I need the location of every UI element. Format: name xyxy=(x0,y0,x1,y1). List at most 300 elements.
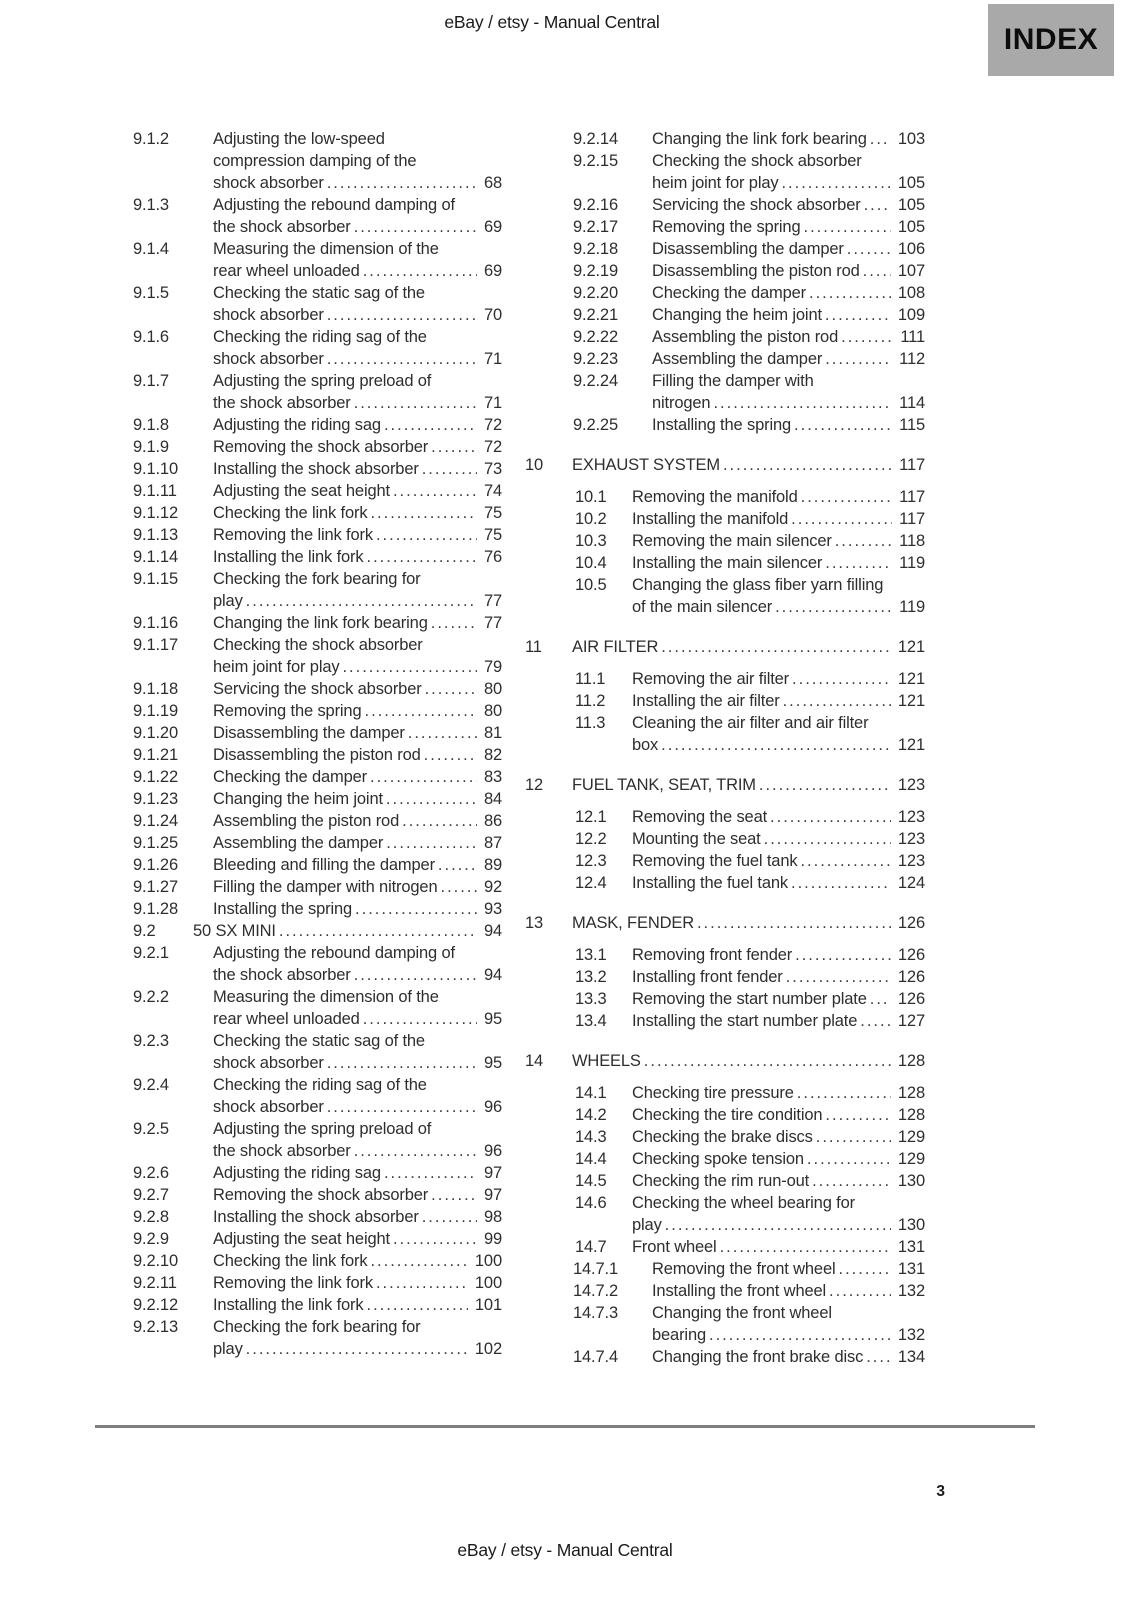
dot-leader xyxy=(825,304,891,326)
toc-entry-last-line xyxy=(213,744,502,766)
dot-leader xyxy=(723,454,892,476)
toc-entry-last-line xyxy=(213,898,502,920)
dot-leader xyxy=(870,988,891,1010)
toc-entry-page: 119 xyxy=(899,554,925,572)
toc-entry xyxy=(573,194,925,216)
toc-entry-title-line: Measuring the dimension of the xyxy=(213,240,439,258)
toc-entry-title: Adjusting the riding sag xyxy=(213,416,381,434)
toc-entry-number: 9.2.24 xyxy=(573,372,618,390)
dot-leader xyxy=(791,872,891,894)
toc-entry-title: Installing the spring xyxy=(213,900,353,918)
dot-leader xyxy=(863,260,891,282)
toc-entry-body xyxy=(652,238,925,260)
toc-entry xyxy=(133,942,502,986)
toc-entry xyxy=(133,1184,502,1206)
toc-entry-body xyxy=(213,898,502,920)
toc-entry-page: 129 xyxy=(897,1128,925,1146)
toc-entry-number: 9.1.18 xyxy=(133,680,178,698)
toc-entry-last-line xyxy=(572,454,925,476)
dot-leader xyxy=(794,414,892,436)
toc-entry-title-line: Checking the wheel bearing for xyxy=(632,1194,855,1212)
toc-entry-number: 14.2 xyxy=(575,1106,607,1124)
toc-entry-title: Installing the start number plate xyxy=(632,1012,858,1030)
toc-entry-page: 72 xyxy=(483,438,502,456)
dot-leader xyxy=(870,128,891,150)
toc-entry-number: 12.4 xyxy=(575,874,607,892)
toc-entry xyxy=(133,1162,502,1184)
dot-leader xyxy=(431,436,477,458)
toc-entry-number: 14.7 xyxy=(575,1238,607,1256)
toc-entry-number: 9.1.23 xyxy=(133,790,178,808)
toc-entry-body xyxy=(632,1236,925,1258)
toc-entry-title: the shock absorber xyxy=(213,394,351,412)
toc-entry-last-line xyxy=(213,1228,502,1250)
toc-entry-number: 9.1.28 xyxy=(133,900,178,918)
toc-entry-body xyxy=(213,194,502,238)
dot-leader xyxy=(800,850,890,872)
toc-entry-page: 94 xyxy=(483,966,502,984)
toc-entry xyxy=(575,552,925,574)
toc-entry-last-line xyxy=(632,1214,925,1236)
toc-entry xyxy=(575,690,925,712)
toc-entry-body xyxy=(213,1074,502,1118)
toc-entry xyxy=(133,744,502,766)
toc-entry-title: Mounting the seat xyxy=(632,830,761,848)
toc-entry-body xyxy=(572,636,925,658)
toc-entry-number: 9.2.8 xyxy=(133,1208,169,1226)
toc-entry-page: 71 xyxy=(483,350,502,368)
toc-entry-body xyxy=(572,774,925,796)
toc-entry-last-line xyxy=(213,788,502,810)
toc-entry xyxy=(575,806,925,828)
dot-leader xyxy=(354,216,477,238)
toc-entry-last-line xyxy=(572,912,925,934)
toc-entry-last-line xyxy=(213,414,502,436)
toc-entry-last-line xyxy=(213,524,502,546)
toc-entry xyxy=(525,1050,925,1072)
dot-leader xyxy=(422,458,477,480)
toc-entry-page: 124 xyxy=(897,874,925,892)
toc-entry-number: 9.2.19 xyxy=(573,262,618,280)
toc-entry-body xyxy=(213,502,502,524)
toc-entry xyxy=(133,282,502,326)
toc-entry-title: Checking the damper xyxy=(213,768,367,786)
toc-entry-title: play xyxy=(213,1340,243,1358)
dot-leader xyxy=(279,920,477,942)
toc-entry-page: 128 xyxy=(897,1052,925,1070)
toc-entry xyxy=(525,454,925,476)
toc-entry-page: 119 xyxy=(899,598,925,616)
toc-entry-body xyxy=(213,634,502,678)
dot-leader xyxy=(355,898,477,920)
toc-entry-last-line xyxy=(652,414,925,436)
dot-leader xyxy=(764,828,891,850)
toc-entry-number: 10.3 xyxy=(575,532,607,550)
toc-entry-page: 101 xyxy=(474,1296,502,1314)
toc-entry-body xyxy=(213,370,502,414)
toc-entry-last-line xyxy=(213,612,502,634)
toc-entry-title: Servicing the shock absorber xyxy=(652,196,861,214)
dot-leader xyxy=(342,656,476,678)
toc-entry-last-line xyxy=(213,304,502,326)
toc-entry-number: 11.1 xyxy=(575,670,606,688)
toc-entry-title: Installing the manifold xyxy=(632,510,789,528)
toc-entry-number: 9.2.4 xyxy=(133,1076,169,1094)
toc-entry-page: 117 xyxy=(899,456,925,474)
toc-entry xyxy=(133,568,502,612)
toc-entry-number: 9.2.5 xyxy=(133,1120,169,1138)
toc-entry-number: 10.2 xyxy=(575,510,607,528)
toc-entry-last-line xyxy=(632,850,925,872)
toc-entry-title: play xyxy=(213,592,243,610)
toc-entry-number: 9.2.3 xyxy=(133,1032,169,1050)
toc-entry-body xyxy=(632,690,925,712)
toc-entry-page: 89 xyxy=(483,856,502,874)
toc-entry-body xyxy=(652,370,925,414)
dot-leader xyxy=(786,966,891,988)
toc-entry-page: 96 xyxy=(483,1142,502,1160)
toc-entry-number: 9.2.23 xyxy=(573,350,618,368)
page-number: 3 xyxy=(936,1483,945,1500)
toc-entry-body xyxy=(572,1050,925,1072)
toc-entry-number: 11.3 xyxy=(575,714,606,732)
toc-entry-number: 14.4 xyxy=(575,1150,607,1168)
toc-entry xyxy=(575,988,925,1010)
dot-leader xyxy=(327,172,477,194)
toc-entry-title: AIR FILTER xyxy=(572,638,659,656)
dot-leader xyxy=(791,508,892,530)
dot-leader xyxy=(847,238,891,260)
toc-entry-title: Changing the front brake disc xyxy=(652,1348,864,1366)
dot-leader xyxy=(770,806,891,828)
toc-entry xyxy=(575,966,925,988)
toc-entry-body xyxy=(632,1010,925,1032)
toc-entry xyxy=(575,872,925,894)
toc-entry-page: 95 xyxy=(483,1010,502,1028)
toc-entry-last-line xyxy=(652,194,925,216)
toc-entry-title: shock absorber xyxy=(213,1054,324,1072)
toc-entry-body xyxy=(213,238,502,282)
toc-entry-last-line xyxy=(213,964,502,986)
dot-leader xyxy=(812,1170,891,1192)
toc-entry-body xyxy=(632,1082,925,1104)
toc-entry-page: 108 xyxy=(897,284,925,302)
toc-entry-title: Removing the start number plate xyxy=(632,990,867,1008)
toc-entry-title: of the main silencer xyxy=(632,598,773,616)
toc-entry xyxy=(133,898,502,920)
toc-entry-page: 107 xyxy=(897,262,925,280)
toc-entry-body xyxy=(213,524,502,546)
toc-entry-body xyxy=(632,552,925,574)
toc-entry-page: 111 xyxy=(900,328,925,346)
toc-entry-page: 99 xyxy=(483,1230,502,1248)
toc-entry-title-line: Checking the riding sag of the xyxy=(213,328,427,346)
toc-entry-page: 68 xyxy=(483,174,502,192)
dot-leader xyxy=(431,1184,477,1206)
toc-entry-last-line xyxy=(572,1050,925,1072)
toc-entry-body xyxy=(213,678,502,700)
dot-leader xyxy=(408,722,477,744)
toc-entry-last-line xyxy=(213,876,502,898)
toc-entry-last-line xyxy=(632,828,925,850)
toc-entry-page: 128 xyxy=(897,1106,925,1124)
toc-entry-body xyxy=(213,1162,502,1184)
toc-entry-title-line: Adjusting the rebound damping of xyxy=(213,944,455,962)
dot-leader xyxy=(860,1010,891,1032)
toc-entry xyxy=(575,850,925,872)
toc-entry-page: 76 xyxy=(483,548,502,566)
toc-entry-number: 14.7.1 xyxy=(573,1260,618,1278)
toc-entry xyxy=(133,920,502,942)
toc-entry-last-line xyxy=(213,1052,502,1074)
toc-entry-title: Adjusting the seat height xyxy=(213,482,390,500)
dot-leader xyxy=(792,668,891,690)
toc-entry-number: 9.1.11 xyxy=(133,482,177,500)
toc-entry xyxy=(133,414,502,436)
toc-entry-number: 11 xyxy=(525,638,542,656)
toc-entry-title: Removing the front wheel xyxy=(652,1260,836,1278)
toc-entry-title-line: Filling the damper with xyxy=(652,372,814,390)
toc-entry-title: the shock absorber xyxy=(213,966,351,984)
toc-entry-last-line xyxy=(213,832,502,854)
toc-entry-number: 9.2.17 xyxy=(573,218,618,236)
dot-leader xyxy=(866,1346,891,1368)
toc-entry xyxy=(133,1294,502,1316)
toc-entry-number: 9.1.25 xyxy=(133,834,178,852)
dot-leader xyxy=(720,1236,891,1258)
toc-entry-number: 9.2.10 xyxy=(133,1252,178,1270)
toc-entry-body xyxy=(652,1346,925,1368)
toc-entry-title: Disassembling the damper xyxy=(652,240,844,258)
toc-entry-body xyxy=(632,1192,925,1236)
toc-entry-title: Installing front fender xyxy=(632,968,783,986)
toc-entry-number: 9.1.4 xyxy=(133,240,169,258)
toc-entry-body xyxy=(632,872,925,894)
toc-entry-number: 9.1.22 xyxy=(133,768,178,786)
dot-leader xyxy=(327,1052,477,1074)
toc-entry-number: 9.1.26 xyxy=(133,856,178,874)
toc-entry-number: 9.2.11 xyxy=(133,1274,177,1292)
toc-entry-title-line: Adjusting the spring preload of xyxy=(213,372,432,390)
dot-leader xyxy=(709,1324,891,1346)
toc-entry xyxy=(133,524,502,546)
dot-leader xyxy=(431,612,477,634)
header-title: eBay / etsy - Manual Central xyxy=(444,12,660,32)
toc-entry-title: Removing the shock absorber xyxy=(213,438,429,456)
toc-entry-last-line xyxy=(213,1184,502,1206)
toc-entry xyxy=(575,1104,925,1126)
footer-title: eBay / etsy - Manual Central xyxy=(457,1540,673,1560)
toc-entry-page: 98 xyxy=(483,1208,502,1226)
toc-entry xyxy=(133,634,502,678)
toc-entry-last-line xyxy=(652,1258,925,1280)
dot-leader xyxy=(354,1140,477,1162)
dot-leader xyxy=(393,1228,477,1250)
toc-entry-title: bearing xyxy=(652,1326,706,1344)
toc-entry-title: Assembling the damper xyxy=(213,834,384,852)
toc-entry-body xyxy=(652,414,925,436)
toc-entry-number: 12.2 xyxy=(575,830,607,848)
toc-entry-last-line xyxy=(213,656,502,678)
toc-entry-body xyxy=(213,788,502,810)
toc-entry-page: 74 xyxy=(483,482,502,500)
toc-entry-title: Checking spoke tension xyxy=(632,1150,804,1168)
toc-entry-title: heim joint for play xyxy=(652,174,779,192)
toc-entry-title: heim joint for play xyxy=(213,658,340,676)
toc-entry-last-line xyxy=(652,1346,925,1368)
toc-entry-title-line: Adjusting the low-speed xyxy=(213,130,385,148)
toc-entry-number: 10.5 xyxy=(575,576,607,594)
dot-leader xyxy=(825,348,892,370)
toc-entry-page: 126 xyxy=(897,990,925,1008)
dot-leader xyxy=(384,414,477,436)
toc-entry-last-line xyxy=(632,552,925,574)
toc-entry-title: Adjusting the seat height xyxy=(213,1230,390,1248)
toc-entry xyxy=(133,1118,502,1162)
toc-entry xyxy=(575,1126,925,1148)
toc-entry-title: Checking the rim run-out xyxy=(632,1172,810,1190)
toc-entry-title: box xyxy=(632,736,659,754)
toc-entry-title: Installing the main silencer xyxy=(632,554,823,572)
toc-entry-body xyxy=(632,486,925,508)
toc-entry-last-line xyxy=(632,1010,925,1032)
toc-entry-last-line xyxy=(213,854,502,876)
toc-entry-title-line: Checking the shock absorber xyxy=(213,636,423,654)
toc-entry-title: Removing the fuel tank xyxy=(632,852,798,870)
toc-entry xyxy=(133,546,502,568)
dot-leader xyxy=(246,1338,468,1360)
toc-entry-title: Installing the shock absorber xyxy=(213,460,419,478)
toc-entry-page: 82 xyxy=(483,746,502,764)
toc-entry xyxy=(573,150,925,194)
toc-entry-number: 14 xyxy=(525,1052,544,1070)
toc-entry-body xyxy=(213,612,502,634)
toc-entry-number: 13.1 xyxy=(575,946,607,964)
toc-entry-title: Installing the fuel tank xyxy=(632,874,789,892)
toc-entry-number: 10.1 xyxy=(575,488,607,506)
toc-entry-number: 9.2.1 xyxy=(133,944,169,962)
dot-leader xyxy=(363,260,477,282)
toc-entry-body xyxy=(213,414,502,436)
toc-entry-number: 9.2.22 xyxy=(573,328,618,346)
toc-entry-last-line xyxy=(193,920,502,942)
toc-entry-title: the shock absorber xyxy=(213,218,351,236)
dot-leader xyxy=(775,596,892,618)
toc-entry-title: Removing the main silencer xyxy=(632,532,832,550)
toc-entry-page: 75 xyxy=(483,504,502,522)
toc-entry xyxy=(133,788,502,810)
toc-entry-body xyxy=(632,966,925,988)
toc-entry-title: Removing front fender xyxy=(632,946,793,964)
toc-entry xyxy=(573,282,925,304)
toc-entry-title: Installing the air filter xyxy=(632,692,780,710)
toc-entry xyxy=(575,668,925,690)
toc-entry-body xyxy=(213,722,502,744)
dot-leader xyxy=(841,326,893,348)
toc-entry-body xyxy=(652,128,925,150)
toc-entry-last-line xyxy=(632,1104,925,1126)
toc-entry xyxy=(575,828,925,850)
toc-entry xyxy=(573,128,925,150)
toc-entry-page: 97 xyxy=(483,1164,502,1182)
toc-entry-page: 123 xyxy=(897,852,925,870)
toc-entry-body xyxy=(213,1118,502,1162)
toc-entry-number: 9.2.12 xyxy=(133,1296,178,1314)
toc-entry-body xyxy=(632,1104,925,1126)
toc-entry-body xyxy=(213,436,502,458)
toc-entry-last-line xyxy=(213,1162,502,1184)
toc-entry-last-line xyxy=(632,966,925,988)
toc-entry-page: 86 xyxy=(483,812,502,830)
toc-entry-number: 9.1.13 xyxy=(133,526,178,544)
toc-entry xyxy=(573,1258,925,1280)
toc-entry-page: 129 xyxy=(897,1150,925,1168)
toc-entry-number: 9.2.2 xyxy=(133,988,169,1006)
toc-entry-title: MASK, FENDER xyxy=(572,914,694,932)
dot-leader xyxy=(440,876,476,898)
toc-entry xyxy=(573,1280,925,1302)
toc-entry-number: 11.2 xyxy=(575,692,606,710)
toc-entry xyxy=(133,194,502,238)
toc-entry xyxy=(133,986,502,1030)
toc-entry-last-line xyxy=(213,766,502,788)
toc-entry-body xyxy=(632,806,925,828)
toc-entry xyxy=(575,574,925,618)
toc-entry-title: Checking the link fork xyxy=(213,504,368,522)
toc-entry-number: 9.1.15 xyxy=(133,570,178,588)
toc-entry-body xyxy=(632,944,925,966)
toc-entry-page: 109 xyxy=(897,306,925,324)
toc-entry-title: Assembling the damper xyxy=(652,350,823,368)
toc-entry xyxy=(133,238,502,282)
toc-entry-page: 121 xyxy=(897,670,925,688)
toc-entry-page: 100 xyxy=(474,1252,502,1270)
dot-leader xyxy=(864,194,891,216)
toc-entry-number: 9.1.2 xyxy=(133,130,169,148)
toc-entry xyxy=(133,1316,502,1360)
toc-entry-number: 9.2.21 xyxy=(573,306,618,324)
toc-entry-title: Checking the link fork xyxy=(213,1252,368,1270)
toc-entry-body xyxy=(213,128,502,194)
dot-leader xyxy=(801,486,893,508)
toc-entry-number: 14.7.2 xyxy=(573,1282,618,1300)
toc-entry-title: Changing the link fork bearing xyxy=(652,130,867,148)
toc-entry xyxy=(575,508,925,530)
dot-leader xyxy=(370,1250,467,1272)
toc-entry-title: EXHAUST SYSTEM xyxy=(572,456,720,474)
dot-leader xyxy=(424,744,477,766)
toc-entry xyxy=(133,722,502,744)
toc-entry xyxy=(133,678,502,700)
toc-entry-page: 121 xyxy=(897,638,925,656)
toc-entry xyxy=(575,1170,925,1192)
index-label: INDEX xyxy=(1003,23,1099,56)
toc-entry-body xyxy=(652,348,925,370)
toc-entry-page: 100 xyxy=(474,1274,502,1292)
toc-entry-title-line: Changing the glass fiber yarn filling xyxy=(632,576,884,594)
toc-entry-title: Assembling the piston rod xyxy=(652,328,839,346)
toc-entry-number: 9.1.12 xyxy=(133,504,178,522)
dot-leader xyxy=(829,1280,891,1302)
toc-entry-body xyxy=(213,458,502,480)
toc-entry-title: Installing the spring xyxy=(652,416,792,434)
dot-leader xyxy=(370,766,477,788)
toc-entry-number: 14.7.4 xyxy=(573,1348,618,1366)
dot-leader xyxy=(402,810,477,832)
dot-leader xyxy=(825,552,892,574)
toc-entry-title-line: compression damping of the xyxy=(213,152,417,170)
toc-entry-number: 9.2.16 xyxy=(573,196,618,214)
